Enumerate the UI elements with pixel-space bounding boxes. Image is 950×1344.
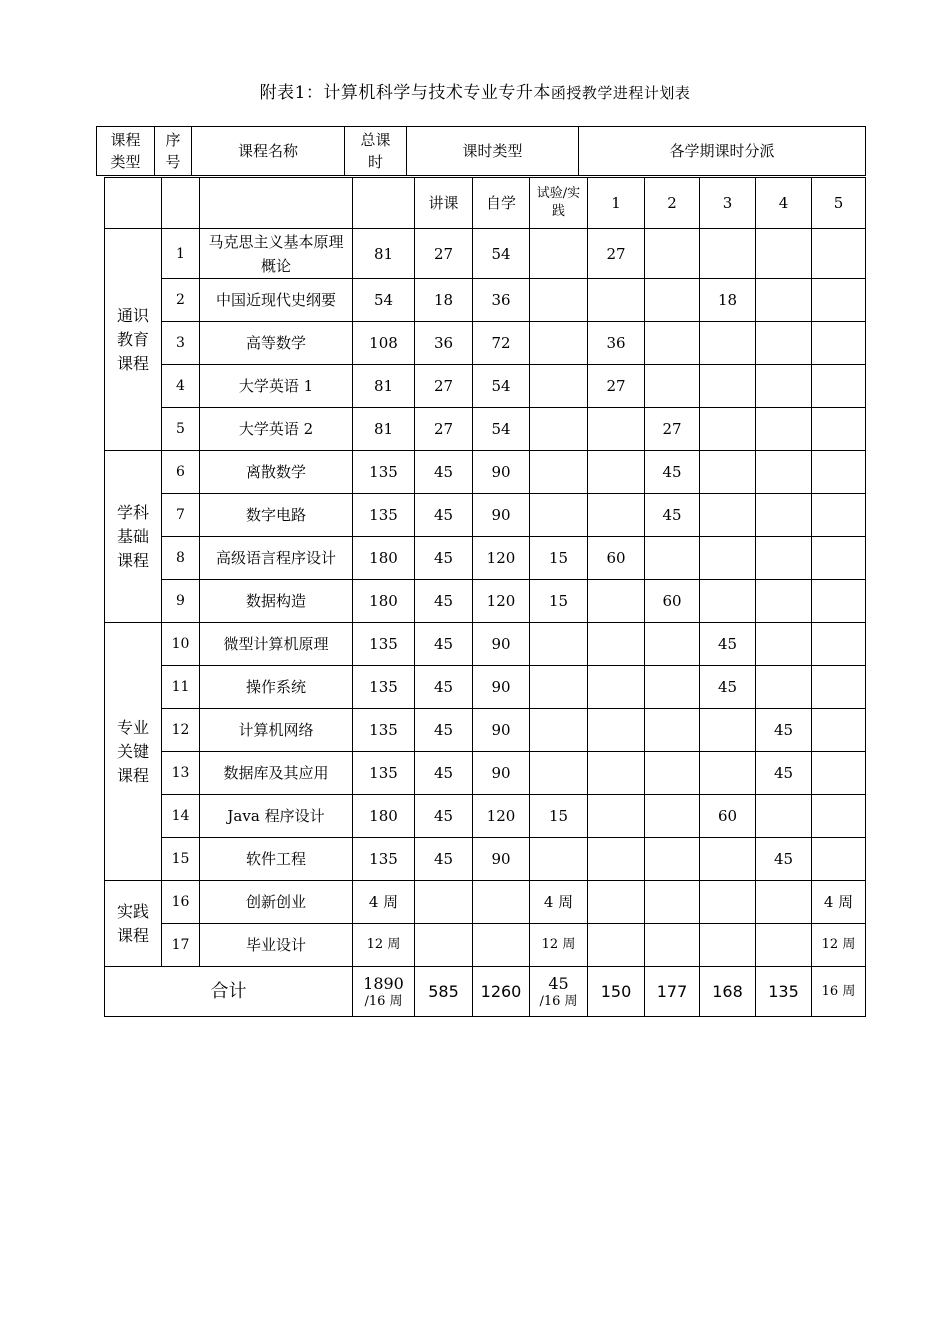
row-self-study: 54 [473,408,530,451]
row-seq: 11 [162,666,200,709]
row-semester-2: 27 [645,408,700,451]
row-semester-2 [645,795,700,838]
row-semester-1: 60 [588,537,645,580]
row-semester-1 [588,451,645,494]
row-lecture: 45 [415,623,473,666]
row-lecture: 45 [415,752,473,795]
row-lecture: 27 [415,365,473,408]
row-semester-5 [812,623,866,666]
subheader-self-study: 自学 [473,178,530,229]
totals-semester-4: 135 [756,967,812,1017]
row-self-study: 90 [473,709,530,752]
row-semester-5 [812,408,866,451]
row-self-study: 90 [473,494,530,537]
row-course-name: 大学英语 1 [200,365,353,408]
row-practice: 4 周 [530,881,588,924]
row-self-study: 90 [473,666,530,709]
table-row [105,752,866,795]
subheader-practice: 试验/实践 [530,178,588,229]
row-semester-5 [812,537,866,580]
row-course-name: 操作系统 [200,666,353,709]
row-semester-4: 45 [756,709,812,752]
row-lecture: 45 [415,709,473,752]
table-row [105,279,866,322]
row-semester-3 [700,365,756,408]
row-total-hours: 180 [353,580,415,623]
row-lecture: 45 [415,451,473,494]
row-seq: 13 [162,752,200,795]
row-seq: 17 [162,924,200,967]
row-self-study: 90 [473,838,530,881]
totals-lecture: 585 [415,967,473,1017]
row-total-hours: 135 [353,838,415,881]
row-course-name: 数据构造 [200,580,353,623]
row-lecture: 27 [415,408,473,451]
totals-semester-3: 168 [700,967,756,1017]
row-lecture: 45 [415,537,473,580]
row-semester-1 [588,752,645,795]
row-self-study: 36 [473,279,530,322]
row-semester-1: 27 [588,229,645,279]
row-semester-2 [645,229,700,279]
totals-total-hours [353,967,415,1017]
row-semester-4 [756,494,812,537]
row-semester-2 [645,279,700,322]
table-row [105,795,866,838]
row-self-study: 54 [473,365,530,408]
category-general: 通识教育课程 [105,229,162,451]
row-lecture: 27 [415,229,473,279]
row-semester-3 [700,709,756,752]
row-self-study: 90 [473,623,530,666]
row-lecture: 45 [415,795,473,838]
table-row [105,494,866,537]
row-course-name: 中国近现代史纲要 [200,279,353,322]
row-semester-1: 27 [588,365,645,408]
row-seq: 10 [162,623,200,666]
row-course-name: 大学英语 2 [200,408,353,451]
table-row [105,838,866,881]
row-total-hours: 12 周 [353,924,415,967]
row-semester-3 [700,451,756,494]
row-practice [530,451,588,494]
row-semester-2 [645,666,700,709]
row-course-name: 离散数学 [200,451,353,494]
row-practice: 15 [530,795,588,838]
row-total-hours: 135 [353,451,415,494]
category-foundation: 学科基础课程 [105,451,162,623]
row-seq: 8 [162,537,200,580]
table-row [105,537,866,580]
subheader-semester-5: 5 [812,178,866,229]
row-total-hours: 81 [353,408,415,451]
row-semester-3 [700,408,756,451]
row-semester-2 [645,709,700,752]
row-seq: 7 [162,494,200,537]
row-practice: 15 [530,537,588,580]
document-title [0,78,950,103]
header-hour-type: 课时类型 [407,127,579,176]
row-semester-3 [700,881,756,924]
row-course-name: 高级语言程序设计 [200,537,353,580]
row-semester-1 [588,709,645,752]
row-seq: 9 [162,580,200,623]
row-semester-4 [756,451,812,494]
row-semester-2: 45 [645,494,700,537]
row-semester-4: 45 [756,838,812,881]
row-semester-2 [645,752,700,795]
row-practice: 15 [530,580,588,623]
row-course-name: 毕业设计 [200,924,353,967]
row-lecture: 36 [415,322,473,365]
row-semester-3 [700,580,756,623]
row-semester-2 [645,623,700,666]
row-course-name: 数据库及其应用 [200,752,353,795]
header-table [96,126,866,176]
row-semester-5 [812,494,866,537]
row-lecture: 45 [415,580,473,623]
row-semester-1 [588,494,645,537]
row-practice [530,752,588,795]
row-semester-4 [756,365,812,408]
row-semester-2 [645,838,700,881]
row-semester-1 [588,881,645,924]
row-semester-4 [756,537,812,580]
totals-practice-sub: /16 周 [539,993,578,1009]
row-practice [530,408,588,451]
row-practice [530,279,588,322]
category-practice: 实践课程 [105,881,162,967]
table-row [105,709,866,752]
row-semester-5 [812,666,866,709]
row-semester-4 [756,666,812,709]
totals-semester-1: 150 [588,967,645,1017]
row-semester-3: 45 [700,623,756,666]
row-total-hours: 135 [353,666,415,709]
table-row [105,229,866,279]
row-lecture [415,881,473,924]
row-course-name: 数字电路 [200,494,353,537]
row-lecture: 45 [415,666,473,709]
row-practice [530,322,588,365]
row-seq: 2 [162,279,200,322]
row-semester-2: 60 [645,580,700,623]
row-semester-1 [588,795,645,838]
row-semester-4 [756,924,812,967]
row-semester-5 [812,451,866,494]
subheader-empty-3 [200,178,353,229]
row-semester-4 [756,279,812,322]
row-total-hours: 180 [353,795,415,838]
row-semester-3: 18 [700,279,756,322]
row-semester-3: 60 [700,795,756,838]
row-practice [530,229,588,279]
row-semester-4 [756,229,812,279]
row-lecture: 45 [415,838,473,881]
row-semester-1: 36 [588,322,645,365]
subheader-semester-2: 2 [645,178,700,229]
row-semester-3 [700,838,756,881]
row-total-hours: 4 周 [353,881,415,924]
row-semester-5: 4 周 [812,881,866,924]
row-semester-5 [812,365,866,408]
table-row [105,365,866,408]
row-course-name: 计算机网络 [200,709,353,752]
row-semester-4 [756,580,812,623]
row-self-study [473,881,530,924]
row-semester-2 [645,365,700,408]
row-semester-3 [700,752,756,795]
row-semester-1 [588,279,645,322]
row-semester-5 [812,709,866,752]
row-seq: 15 [162,838,200,881]
row-semester-5 [812,795,866,838]
row-course-name: 软件工程 [200,838,353,881]
title-small: 函授教学进程计划表 [550,84,691,102]
course-plan-table [104,177,866,1017]
table-row [105,924,866,967]
row-seq: 6 [162,451,200,494]
row-semester-1 [588,924,645,967]
row-semester-5 [812,322,866,365]
row-self-study: 120 [473,795,530,838]
subheader-row [105,178,866,229]
row-seq: 14 [162,795,200,838]
row-self-study: 120 [473,580,530,623]
totals-label: 合计 [105,967,353,1017]
table-row [105,666,866,709]
row-semester-5 [812,580,866,623]
row-self-study: 120 [473,537,530,580]
header-course-type: 课程类型 [97,127,155,176]
totals-practice-main: 45 [548,973,569,993]
row-self-study: 54 [473,229,530,279]
row-seq: 4 [162,365,200,408]
row-course-name: Java 程序设计 [200,795,353,838]
row-semester-1 [588,838,645,881]
header-semester-alloc: 各学期课时分派 [579,127,866,176]
row-total-hours: 135 [353,709,415,752]
row-practice [530,709,588,752]
row-total-hours: 108 [353,322,415,365]
subheader-empty-2 [162,178,200,229]
subheader-semester-3: 3 [700,178,756,229]
row-semester-2 [645,537,700,580]
row-practice: 12 周 [530,924,588,967]
row-semester-5: 12 周 [812,924,866,967]
row-semester-1 [588,580,645,623]
subheader-semester-4: 4 [756,178,812,229]
subheader-lecture: 讲课 [415,178,473,229]
row-seq: 12 [162,709,200,752]
row-self-study: 90 [473,451,530,494]
header-course-name: 课程名称 [192,127,345,176]
totals-total-sub: /16 周 [364,993,403,1009]
row-semester-2 [645,881,700,924]
row-semester-3 [700,494,756,537]
table-row [105,881,866,924]
row-lecture: 18 [415,279,473,322]
row-semester-2: 45 [645,451,700,494]
row-semester-5 [812,838,866,881]
table-row [105,580,866,623]
row-self-study: 72 [473,322,530,365]
row-semester-5 [812,229,866,279]
row-semester-5 [812,752,866,795]
row-total-hours: 81 [353,229,415,279]
row-semester-4 [756,408,812,451]
row-semester-4: 45 [756,752,812,795]
row-total-hours: 180 [353,537,415,580]
row-total-hours: 54 [353,279,415,322]
row-practice [530,666,588,709]
row-semester-3 [700,537,756,580]
row-lecture: 45 [415,494,473,537]
row-semester-4 [756,881,812,924]
subheader-semester-1: 1 [588,178,645,229]
row-semester-1 [588,666,645,709]
table-row [105,623,866,666]
table-row [105,451,866,494]
row-semester-3 [700,924,756,967]
row-semester-4 [756,795,812,838]
totals-practice [530,967,588,1017]
row-total-hours: 135 [353,623,415,666]
totals-row [105,967,866,1017]
row-practice [530,494,588,537]
row-semester-2 [645,322,700,365]
row-self-study: 90 [473,752,530,795]
row-seq: 16 [162,881,200,924]
row-semester-3: 45 [700,666,756,709]
row-semester-1 [588,408,645,451]
row-seq: 3 [162,322,200,365]
table-row [105,408,866,451]
totals-self-study: 1260 [473,967,530,1017]
row-practice [530,623,588,666]
row-self-study [473,924,530,967]
header-total-hours: 总课时 [345,127,407,176]
totals-semester-2: 177 [645,967,700,1017]
category-core: 专业关键课程 [105,623,162,881]
subheader-empty-4 [353,178,415,229]
totals-semester-5: 16 周 [812,967,866,1017]
row-practice [530,365,588,408]
row-course-name: 创新创业 [200,881,353,924]
row-total-hours: 135 [353,752,415,795]
row-total-hours: 135 [353,494,415,537]
subheader-empty-1 [105,178,162,229]
row-semester-2 [645,924,700,967]
header-seq: 序号 [155,127,192,176]
row-seq: 1 [162,229,200,279]
row-semester-3 [700,322,756,365]
table-row [105,322,866,365]
row-semester-4 [756,623,812,666]
row-course-name: 高等数学 [200,322,353,365]
row-course-name: 马克思主义基本原理概论 [200,229,353,279]
row-total-hours: 81 [353,365,415,408]
row-semester-4 [756,322,812,365]
title-main: 附表1：计算机科学与技术专业专升本 [259,83,551,103]
row-lecture [415,924,473,967]
row-course-name: 微型计算机原理 [200,623,353,666]
row-semester-5 [812,279,866,322]
row-semester-1 [588,623,645,666]
row-practice [530,838,588,881]
totals-total-main: 1890 [363,973,404,993]
row-semester-3 [700,229,756,279]
row-seq: 5 [162,408,200,451]
